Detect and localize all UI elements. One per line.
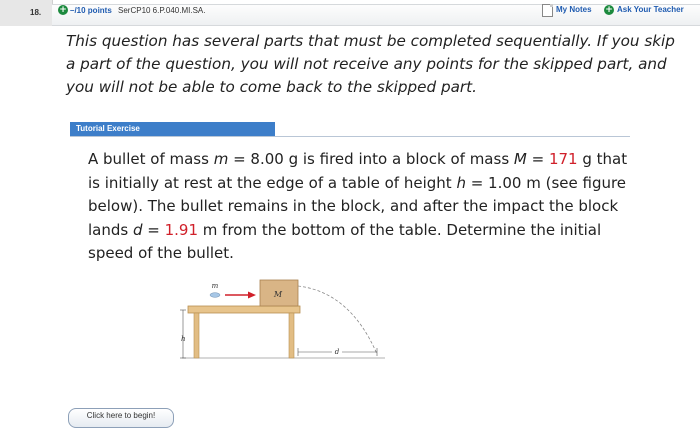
problem-text: = 8.00 g is fired into a block of mass bbox=[228, 150, 514, 168]
problem-text: g that is initially at rest at the edge of a table of height bbox=[88, 150, 628, 192]
expand-plus-icon[interactable]: + bbox=[59, 5, 67, 15]
points-label: –/10 points bbox=[70, 6, 112, 15]
problem-statement bbox=[88, 148, 628, 266]
var-M: M bbox=[513, 150, 527, 168]
block-label: M bbox=[273, 290, 283, 299]
table-top bbox=[188, 306, 300, 313]
velocity-arrowhead bbox=[248, 292, 256, 299]
sequential-instructions: This question has several parts that must be completed sequentially. If you skip a part of the question, you will not receive any points for the skipped part, and you will not be able to come back to the skipped part. bbox=[66, 32, 675, 96]
question-header bbox=[0, 0, 700, 26]
var-m: m bbox=[213, 150, 229, 168]
table-leg-right bbox=[289, 313, 294, 358]
bullet-block-figure bbox=[180, 262, 390, 370]
distance-label: d bbox=[334, 348, 340, 356]
ask-teacher-button[interactable]: Ask Your Teacher bbox=[617, 5, 684, 14]
tutorial-divider bbox=[70, 136, 630, 137]
problem-text: = bbox=[142, 220, 165, 239]
problem-text: = bbox=[526, 150, 549, 168]
notes-icon[interactable] bbox=[542, 4, 553, 17]
problem-text: = 1.00 m (see figure below). The bullet remains in the block, and after the impact the block lands bbox=[88, 173, 627, 239]
problem-text: A bullet of mass bbox=[88, 150, 214, 168]
bullet-label: m bbox=[211, 282, 219, 290]
trajectory-arc bbox=[298, 286, 377, 354]
my-notes-button[interactable]: My Notes bbox=[556, 5, 592, 14]
table-leg-left bbox=[194, 313, 199, 358]
question-number: 18. bbox=[30, 8, 42, 17]
ask-teacher-plus-icon[interactable]: + bbox=[605, 5, 613, 15]
question-code: SerCP10 6.P.040.MI.SA. bbox=[118, 6, 206, 15]
problem-text: m from the bottom of the table. Determine the initial speed of the bullet. bbox=[88, 220, 602, 262]
begin-button[interactable]: Click here to begin! bbox=[68, 408, 174, 428]
var-d: d bbox=[132, 220, 143, 239]
question-number-cell bbox=[0, 0, 53, 26]
bullet bbox=[210, 293, 220, 298]
var-h: h bbox=[456, 173, 466, 192]
block-mass-value: 171 bbox=[548, 150, 578, 168]
landing-distance-value: 1.91 bbox=[164, 220, 199, 239]
height-label: h bbox=[181, 335, 186, 343]
tutorial-exercise-header: Tutorial Exercise bbox=[70, 122, 275, 136]
